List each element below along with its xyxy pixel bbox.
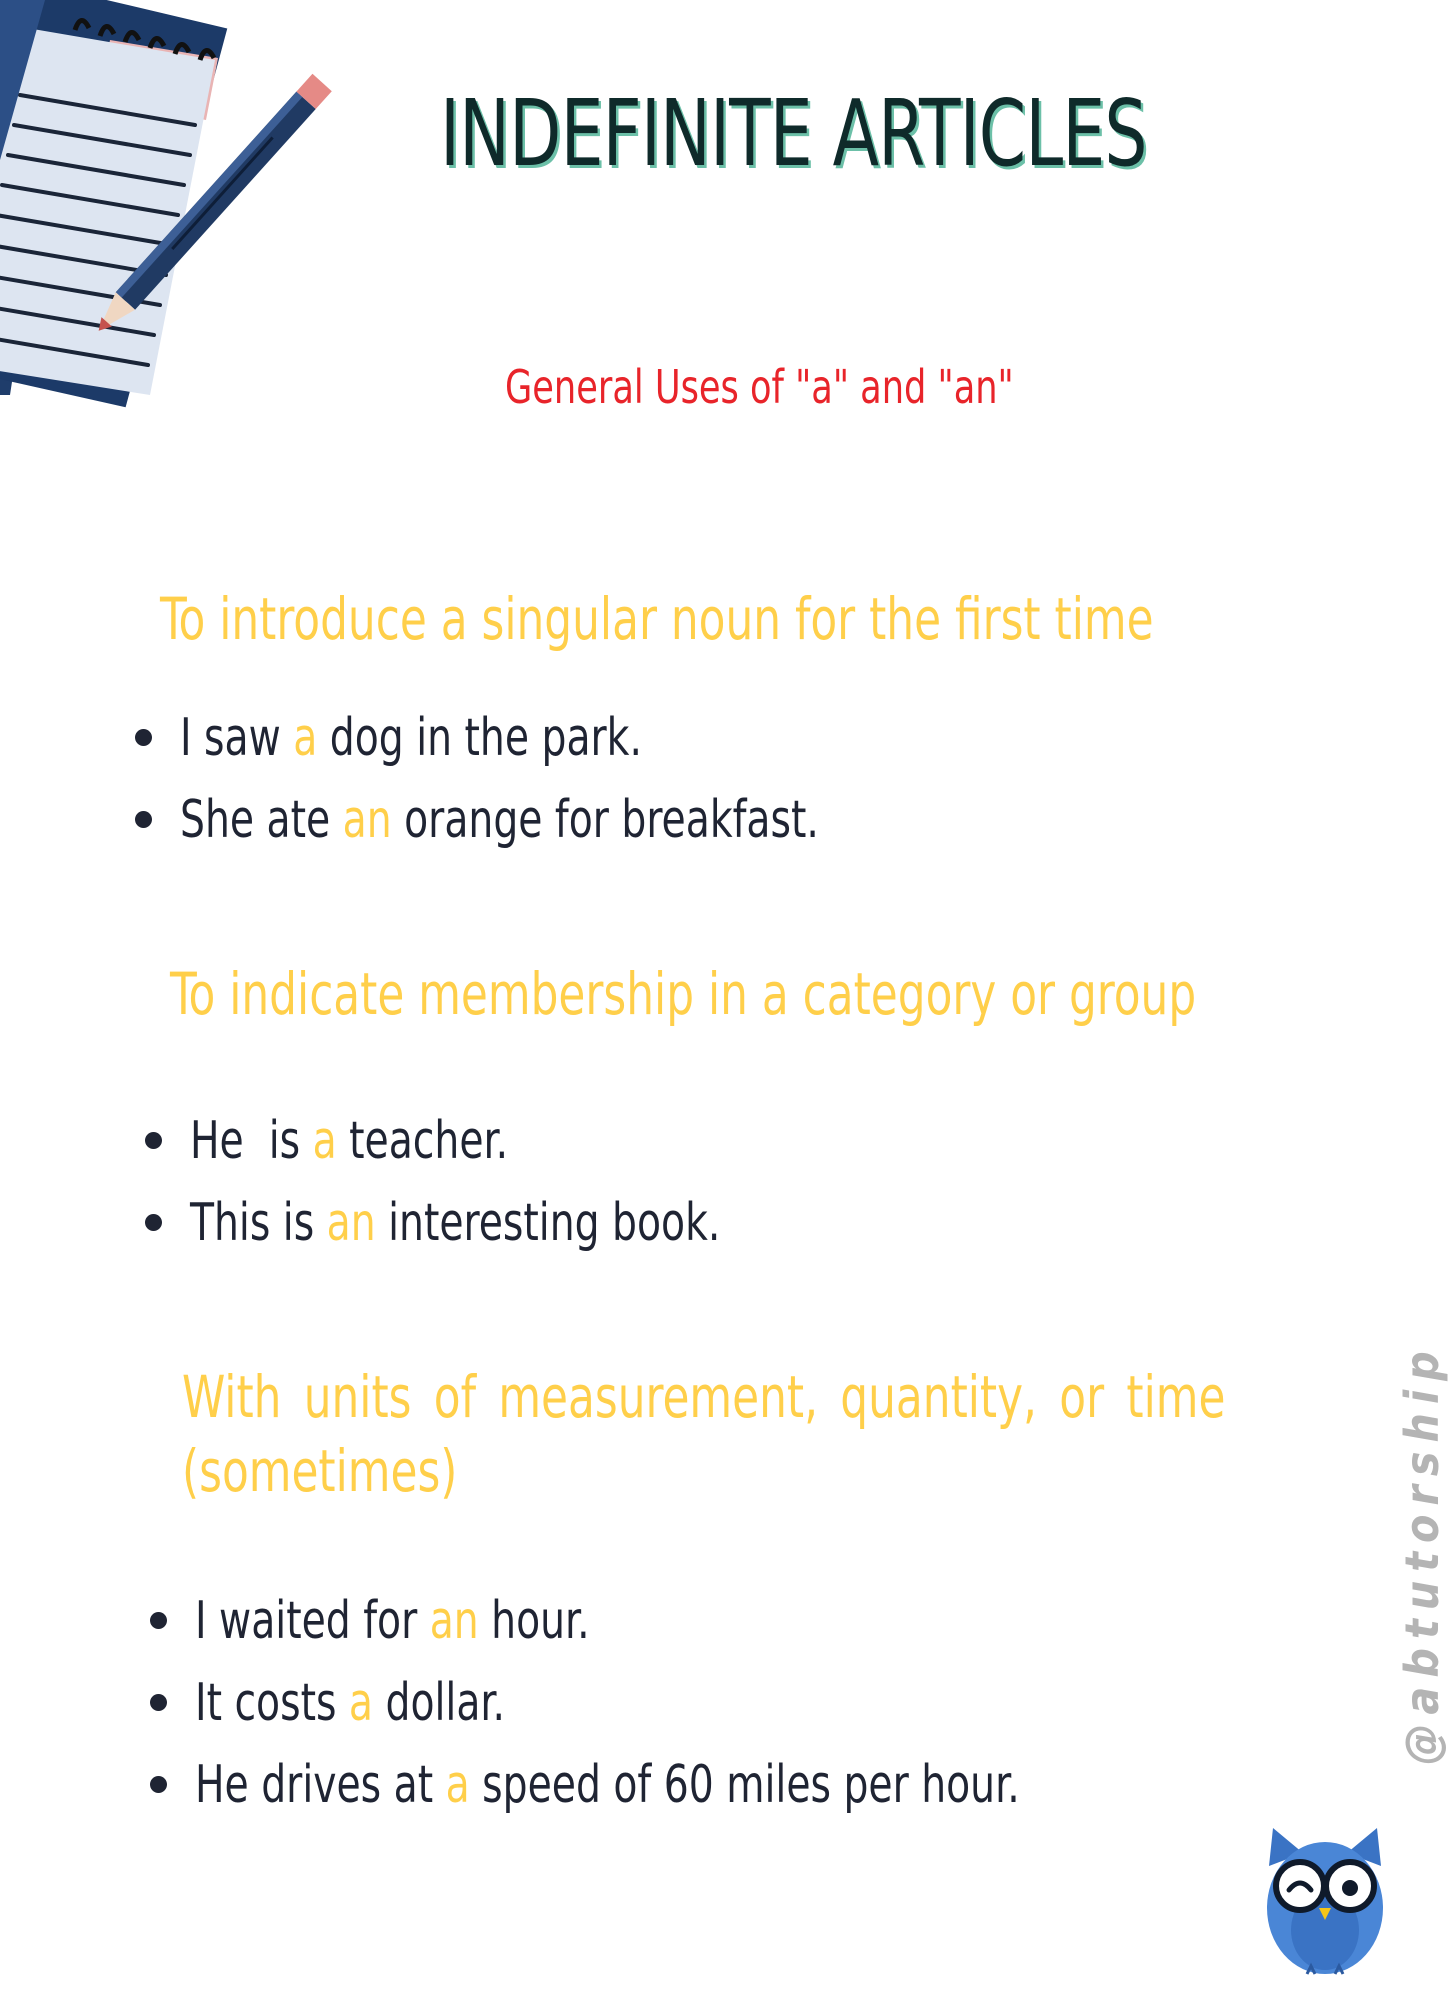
example-text — [195, 1580, 590, 1662]
example-before: This is — [190, 1193, 327, 1253]
example-before: He is — [190, 1111, 313, 1171]
example-text — [195, 1662, 505, 1744]
example-after: interesting book. — [375, 1193, 721, 1253]
article-highlight: a — [445, 1755, 470, 1815]
section-heading-first-time: To introduce a singular noun for the first time — [160, 585, 1154, 653]
bullet-icon — [145, 1132, 162, 1149]
section-heading-units: With units of measurement, quantity, or time (sometimes) — [182, 1363, 1226, 1505]
bullet-icon — [135, 729, 152, 746]
example-after: teacher. — [336, 1111, 509, 1171]
watermark-handle: @abtutorship — [1395, 1342, 1449, 1765]
bullet-icon — [150, 1776, 167, 1793]
example-before: She ate — [180, 790, 343, 850]
example-text — [190, 1100, 508, 1182]
example-after: orange for breakfast. — [391, 790, 819, 850]
article-highlight: a — [348, 1673, 374, 1733]
subtitle: General Uses of "a" and "an" — [505, 360, 1014, 414]
owl-logo-icon — [1255, 1808, 1395, 1978]
example-after: dog in the park. — [317, 708, 642, 768]
notebook-pencil-illustration — [0, 0, 380, 410]
example-after: dollar. — [373, 1673, 506, 1733]
example-before: I saw — [180, 708, 294, 768]
page-title: INDEFINITE ARTICLES — [440, 80, 1147, 187]
article-highlight: an — [326, 1193, 376, 1253]
example-text — [180, 697, 642, 779]
article-highlight: a — [312, 1111, 337, 1171]
article-highlight: a — [293, 708, 318, 768]
example-text — [195, 1744, 1020, 1826]
example-before: It costs — [195, 1673, 349, 1733]
example-before: I waited for — [195, 1591, 430, 1651]
bullet-icon — [135, 811, 152, 828]
article-highlight: an — [342, 790, 392, 850]
bullet-icon — [145, 1214, 162, 1231]
article-highlight: an — [429, 1591, 479, 1651]
example-after: speed of 60 miles per hour. — [469, 1755, 1020, 1815]
bullet-icon — [150, 1694, 167, 1711]
example-text — [180, 779, 819, 861]
example-before: He drives at — [195, 1755, 446, 1815]
example-after: hour. — [478, 1591, 590, 1651]
section-heading-membership: To indicate membership in a category or group — [170, 960, 1197, 1028]
example-text — [190, 1182, 720, 1264]
bullet-icon — [150, 1612, 167, 1629]
